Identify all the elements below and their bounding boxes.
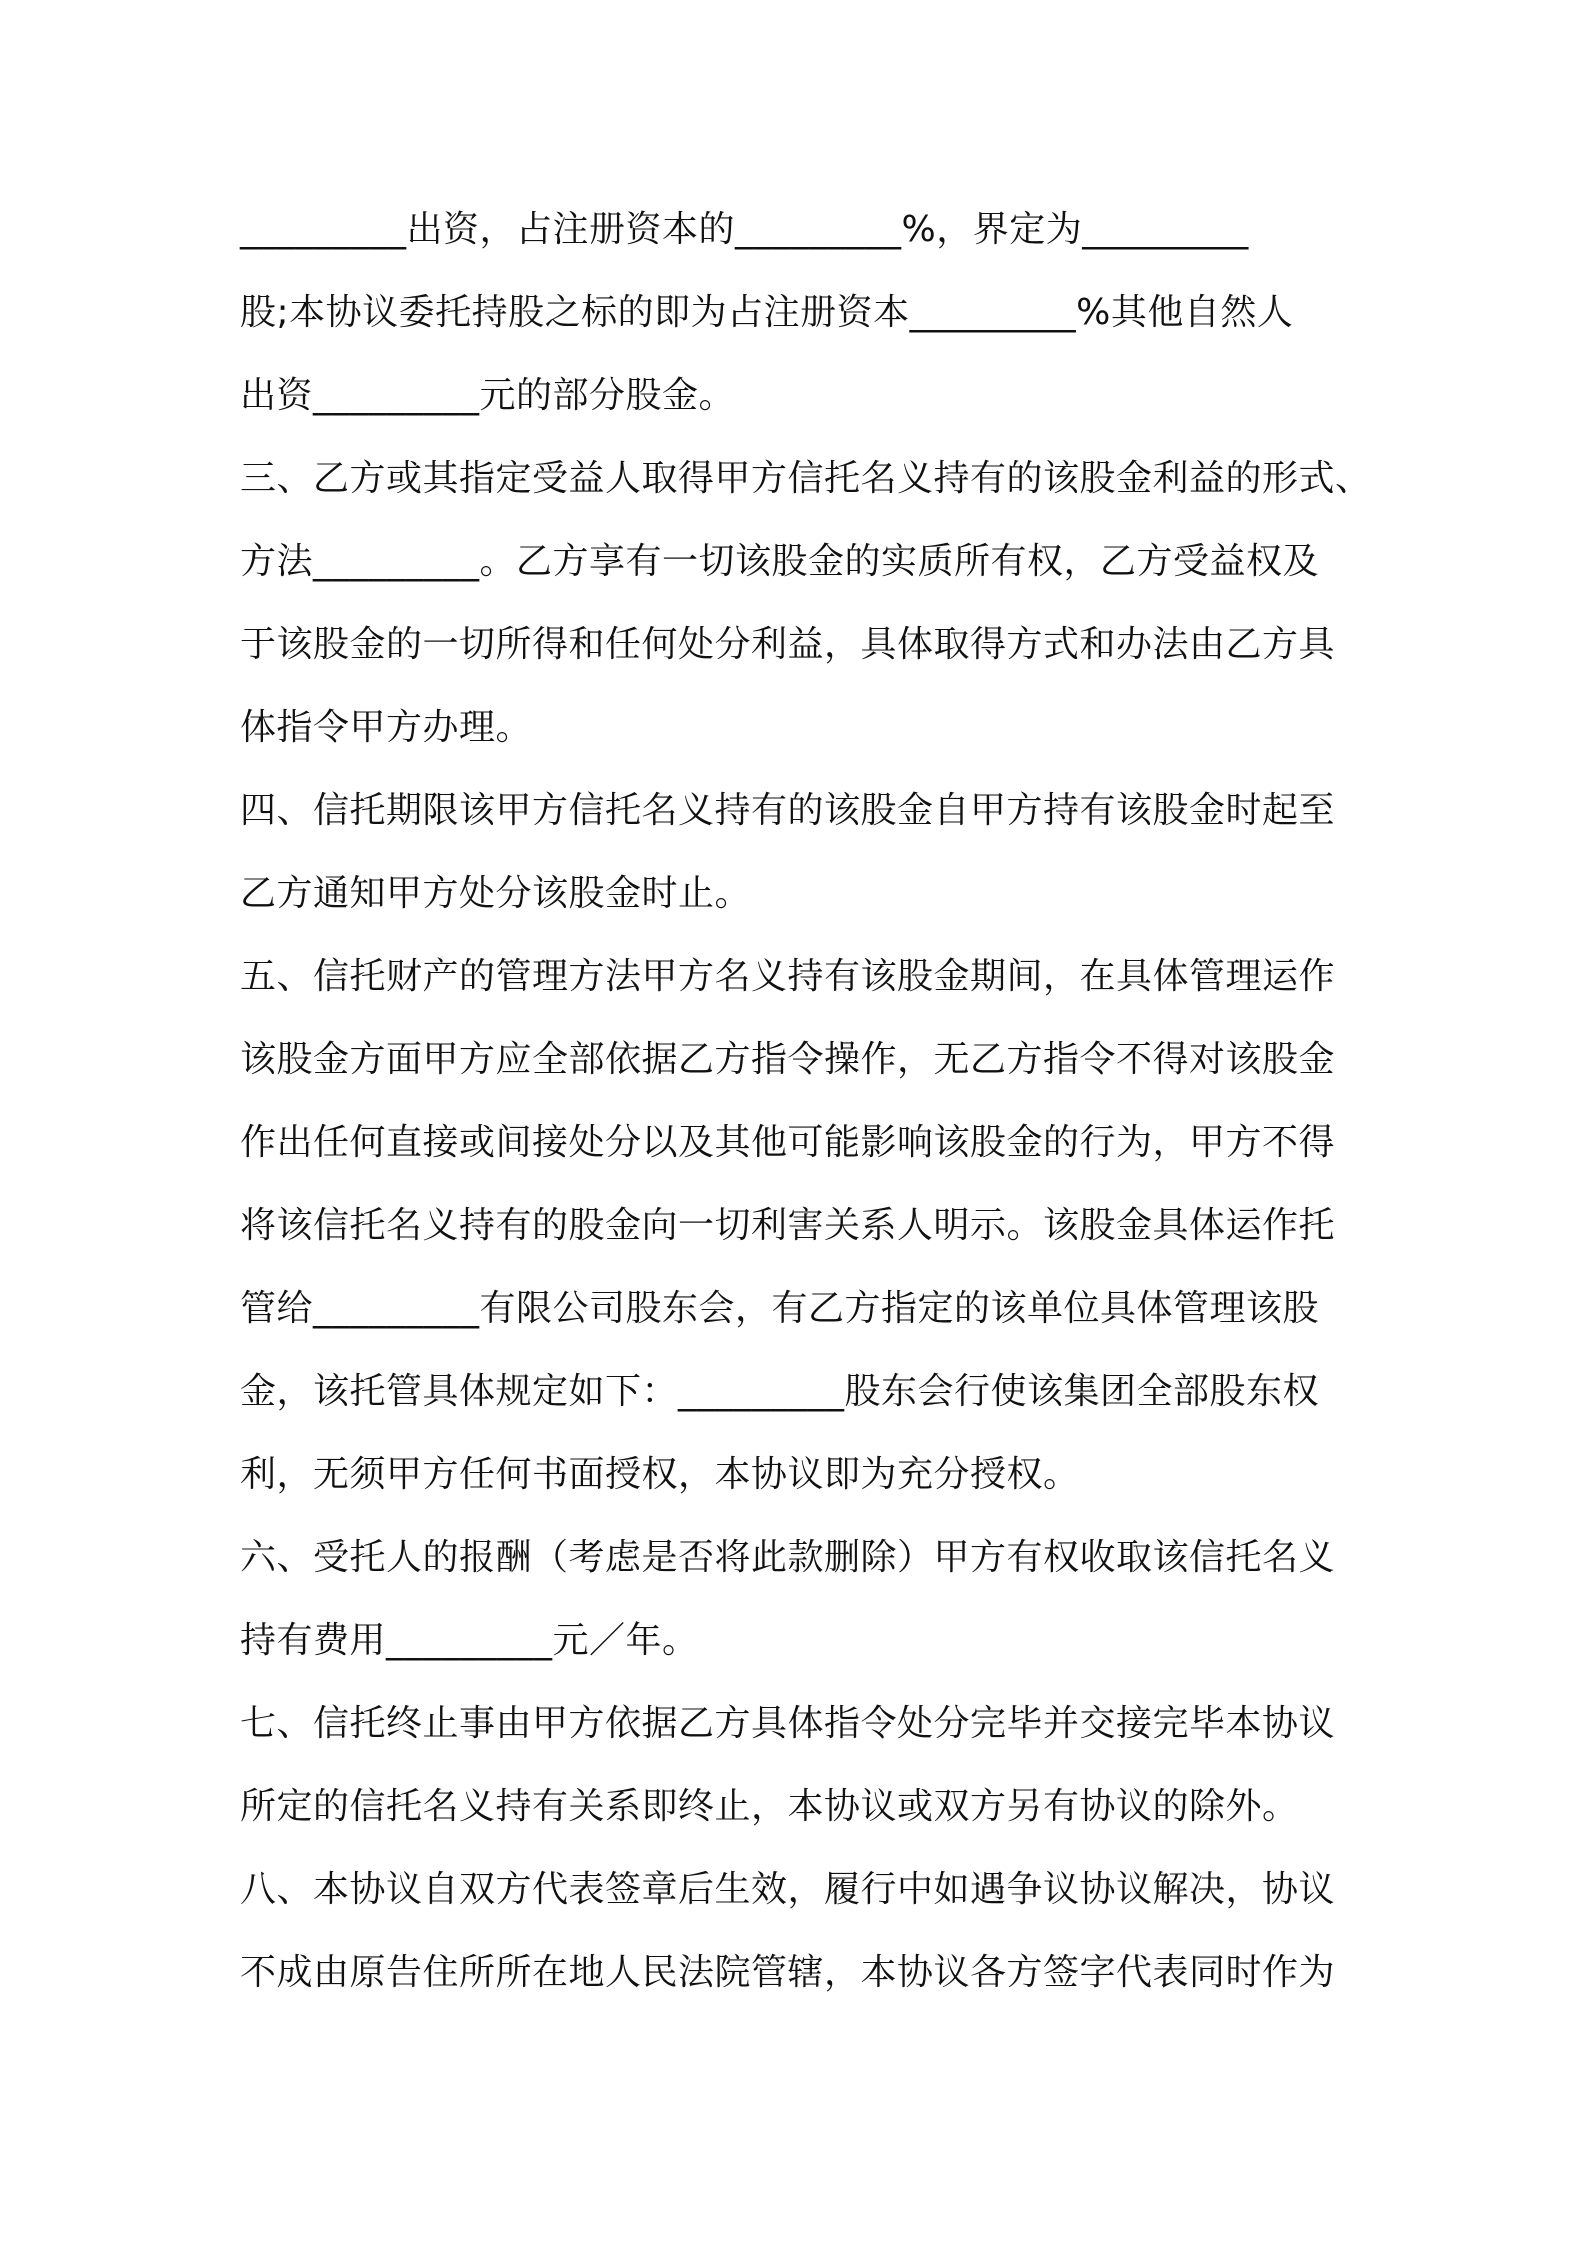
text-line: 体指令甲方办理。 (240, 707, 533, 748)
text-line: 方法_________。乙方享有一切该股金的实质所有权，乙方受益权及 (240, 541, 1320, 582)
text-line: 八、本协议自双方代表签章后生效，履行中如遇争议协议解决，协议 (240, 1869, 1336, 1910)
text-line: 五、信托财产的管理方法甲方名义持有该股金期间，在具体管理运作 (240, 956, 1336, 997)
text-line: 于该股金的一切所得和任何处分利益，具体取得方式和办法由乙方具 (240, 624, 1336, 665)
text-line: 出资_________元的部分股金。 (240, 375, 736, 416)
text-line: 股;本协议委托持股之标的即为占注册资本_________%其他自然人 (240, 292, 1294, 333)
text-line: 乙方通知甲方处分该股金时止。 (240, 873, 752, 914)
text-line: 作出任何直接或间接处分以及其他可能影响该股金的行为，甲方不得 (240, 1122, 1336, 1163)
text-line: 管给_________有限公司股东会，有乙方指定的该单位具体管理该股 (240, 1288, 1320, 1329)
text-line: 三、乙方或其指定受益人取得甲方信托名义持有的该股金利益的形式、 (240, 458, 1372, 499)
text-line: 所定的信托名义持有关系即终止，本协议或双方另有协议的除外。 (240, 1786, 1299, 1827)
text-line: 六、受托人的报酬（考虑是否将此款删除）甲方有权收取该信托名义 (240, 1537, 1336, 1578)
text-line: 将该信托名义持有的股金向一切利害关系人明示。该股金具体运作托 (240, 1205, 1336, 1246)
text-line: 四、信托期限该甲方信托名义持有的该股金自甲方持有该股金时起至 (240, 790, 1336, 831)
text-line: 不成由原告住所所在地人民法院管辖，本协议各方签字代表同时作为 (240, 1952, 1336, 1993)
text-line: 利，无须甲方任何书面授权，本协议即为充分授权。 (240, 1454, 1080, 1495)
text-line: _________出资，占注册资本的_________%，界定为_________ (240, 209, 1249, 250)
text-line: 七、信托终止事由甲方依据乙方具体指令处分完毕并交接完毕本协议 (240, 1703, 1336, 1744)
text-line: 该股金方面甲方应全部依据乙方指令操作，无乙方指令不得对该股金 (240, 1039, 1336, 1080)
text-line: 金，该托管具体规定如下：_________股东会行使该集团全部股东权 (240, 1371, 1320, 1412)
text-line: 持有费用_________元／年。 (240, 1620, 699, 1661)
